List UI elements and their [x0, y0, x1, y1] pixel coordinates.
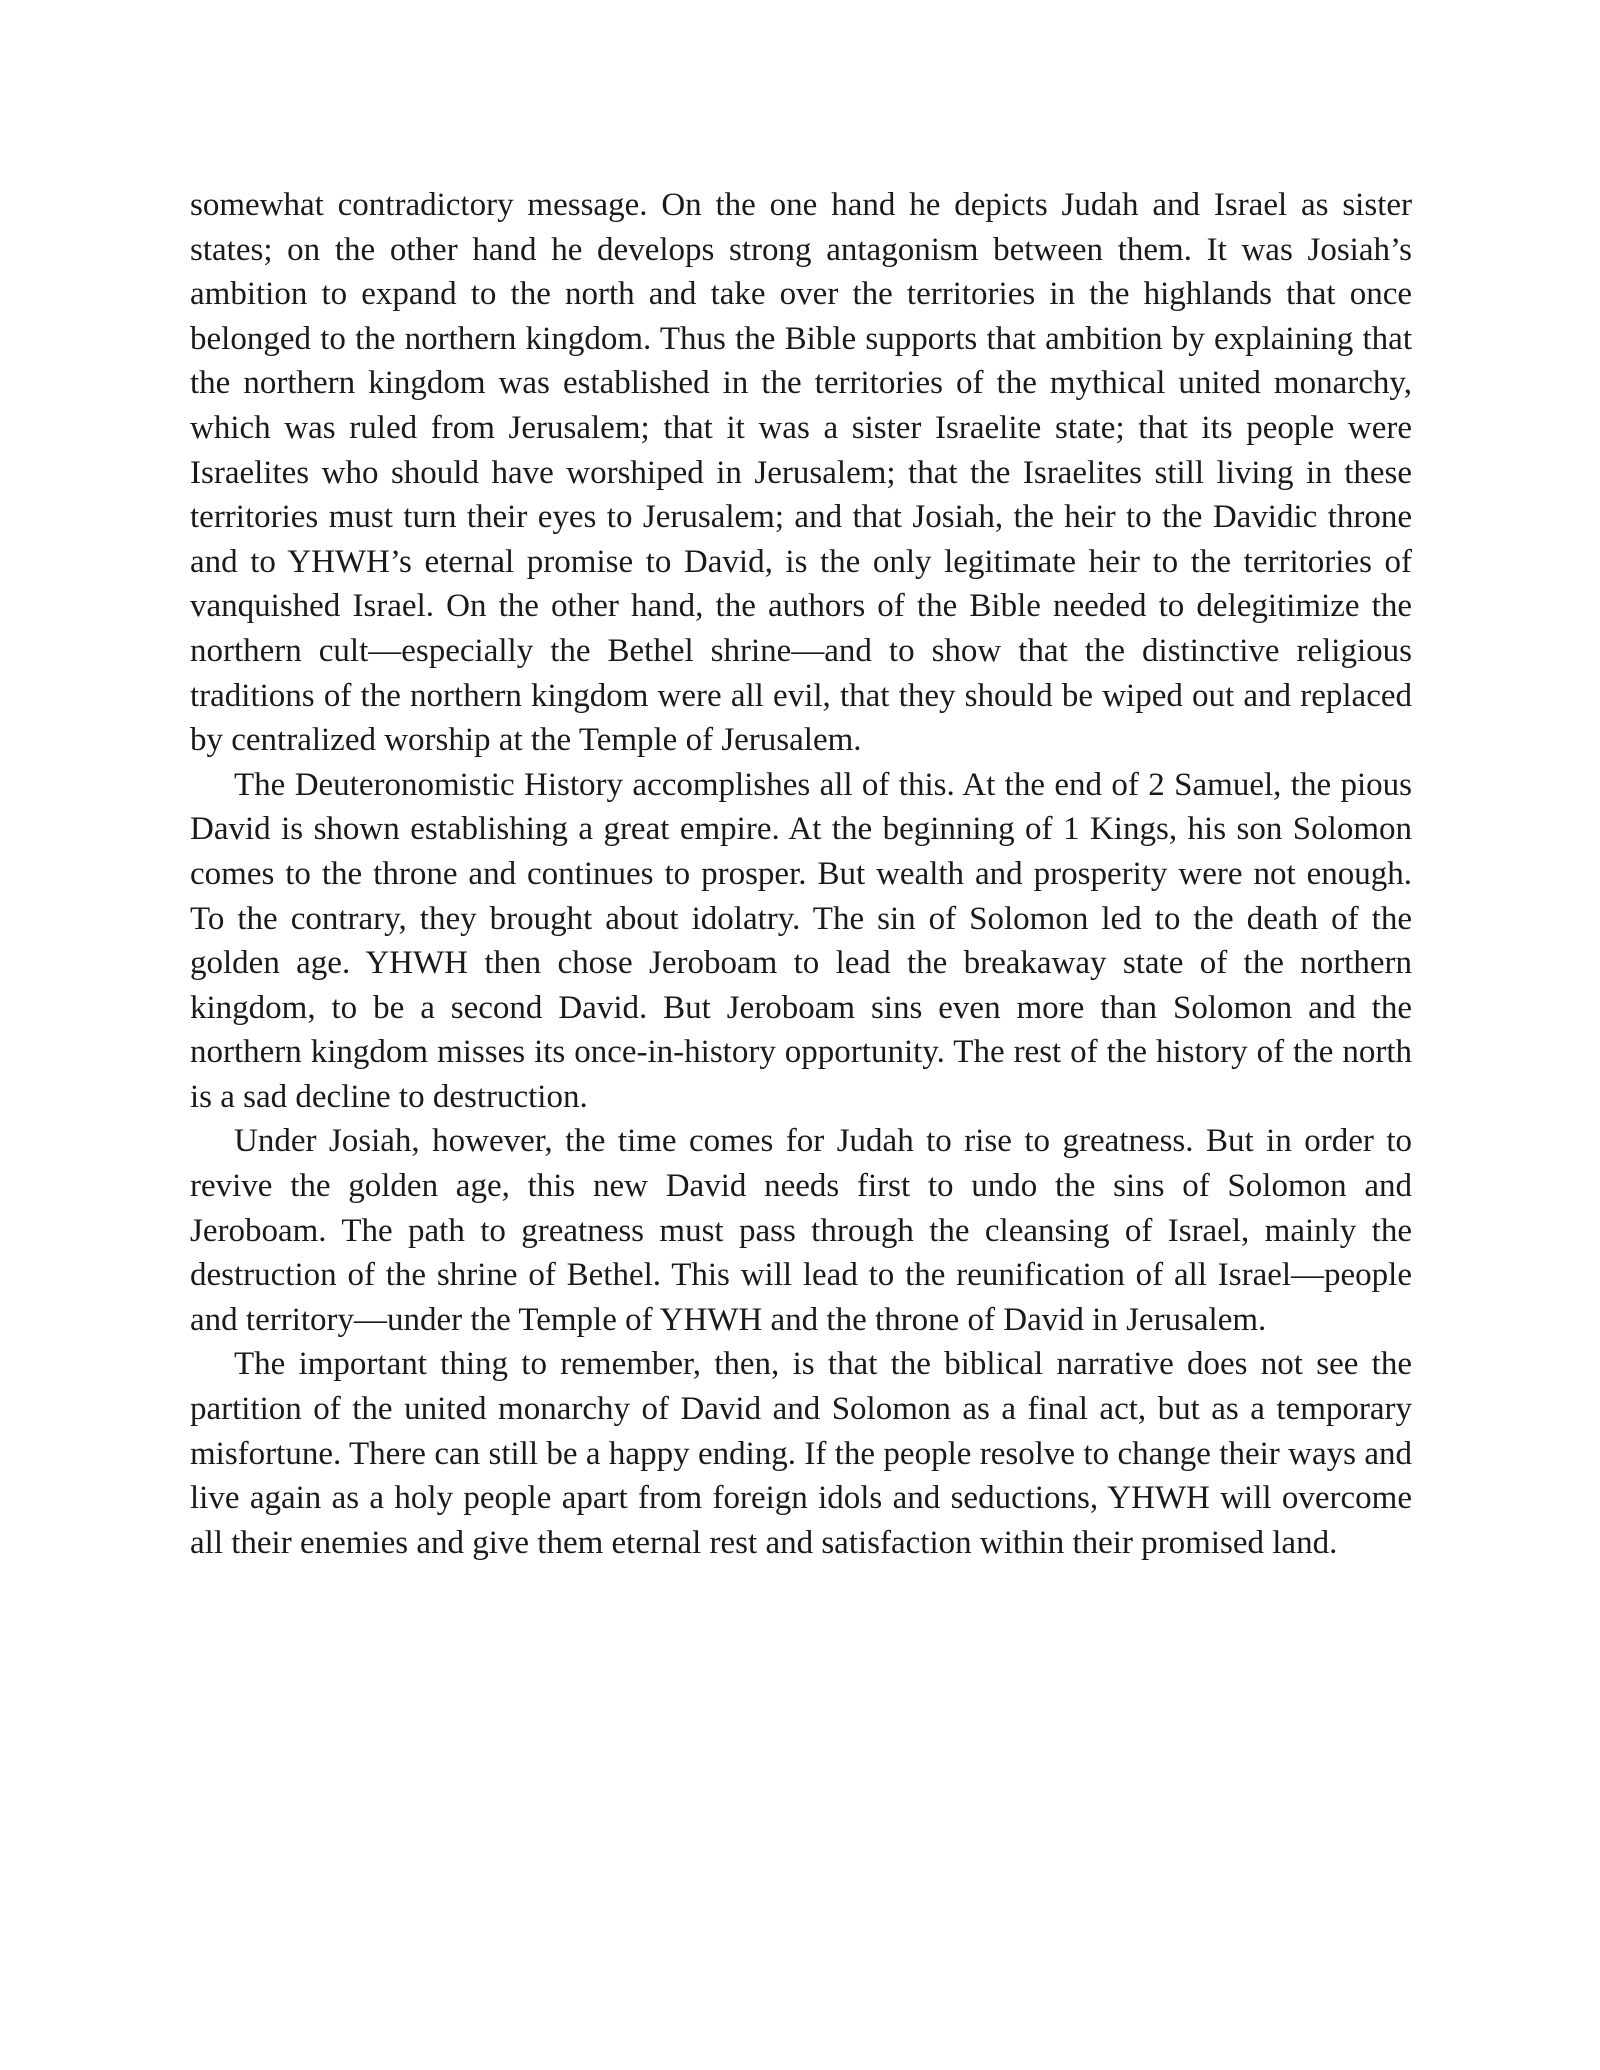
page-body [190, 183, 1412, 1565]
paragraph-3: Under Josiah, however, the time comes for Judah to rise to greatness. But in order to revive the golden age, this new David needs first to undo the sins of Solomon and Jeroboam. The path to greatness must pass through the cleansing of Israel, mainly the destruction of the shrine of Bethel. This will lead to the reunification of all Israel—people and territory—under the Temple of YHWH and the throne of David in Jerusalem. [190, 1123, 1412, 1338]
paragraph-2: The Deuteronomistic History accomplishes all of this. At the end of 2 Samuel, the pious David is shown establishing a great empire. At the beginning of 1 Kings, his son Solomon comes to the throne and continues to prosper. But wealth and prosperity were not enough. To the contrary, they brought about idolatry. The sin of Solomon led to the death of the golden age. YHWH then chose Jeroboam to lead the breakaway state of the northern kingdom, to be a second David. But Jeroboam sins even more than Solomon and the northern kingdom misses its once-in-history opportunity. The rest of the history of the north is a sad decline to destruction. [190, 766, 1412, 1115]
paragraph-1: somewhat contradictory message. On the one hand he depicts Judah and Israel as sister states; on the other hand he develops strong antagonism between them. It was Josiah’s ambition to expand to the north and take over the territories in the highlands that once belonged to the northern kingdom. Thus the Bible supports that ambition by explaining that the northern kingdom was established in the territories of the mythical united monarchy, which was ruled from Jerusalem; that it was a sister Israelite state; that its people were Israelites who should have worshiped in Jerusalem; that the Israelites still living in these territories must turn their eyes to Jerusalem; and that Josiah, the heir to the Davidic throne and to YHWH’s eternal promise to David, is the only legitimate heir to the territories of vanquished Israel. On the other hand, the authors of the Bible needed to delegitimize the northern cult—especially the Bethel shrine—and to show that the distinctive religious traditions of the northern kingdom were all evil, that they should be wiped out and replaced by centralized worship at the Temple of Jerusalem. [190, 187, 1412, 759]
paragraph-4: The important thing to remember, then, is that the biblical narrative does not see the partition of the united monarchy of David and Solomon as a final act, but as a temporary misfortune. There can still be a happy ending. If the people resolve to change their ways and live again as a holy people apart from foreign idols and seductions, YHWH will overcome all their enemies and give them eternal rest and satisfaction within their promised land. [190, 1346, 1412, 1561]
